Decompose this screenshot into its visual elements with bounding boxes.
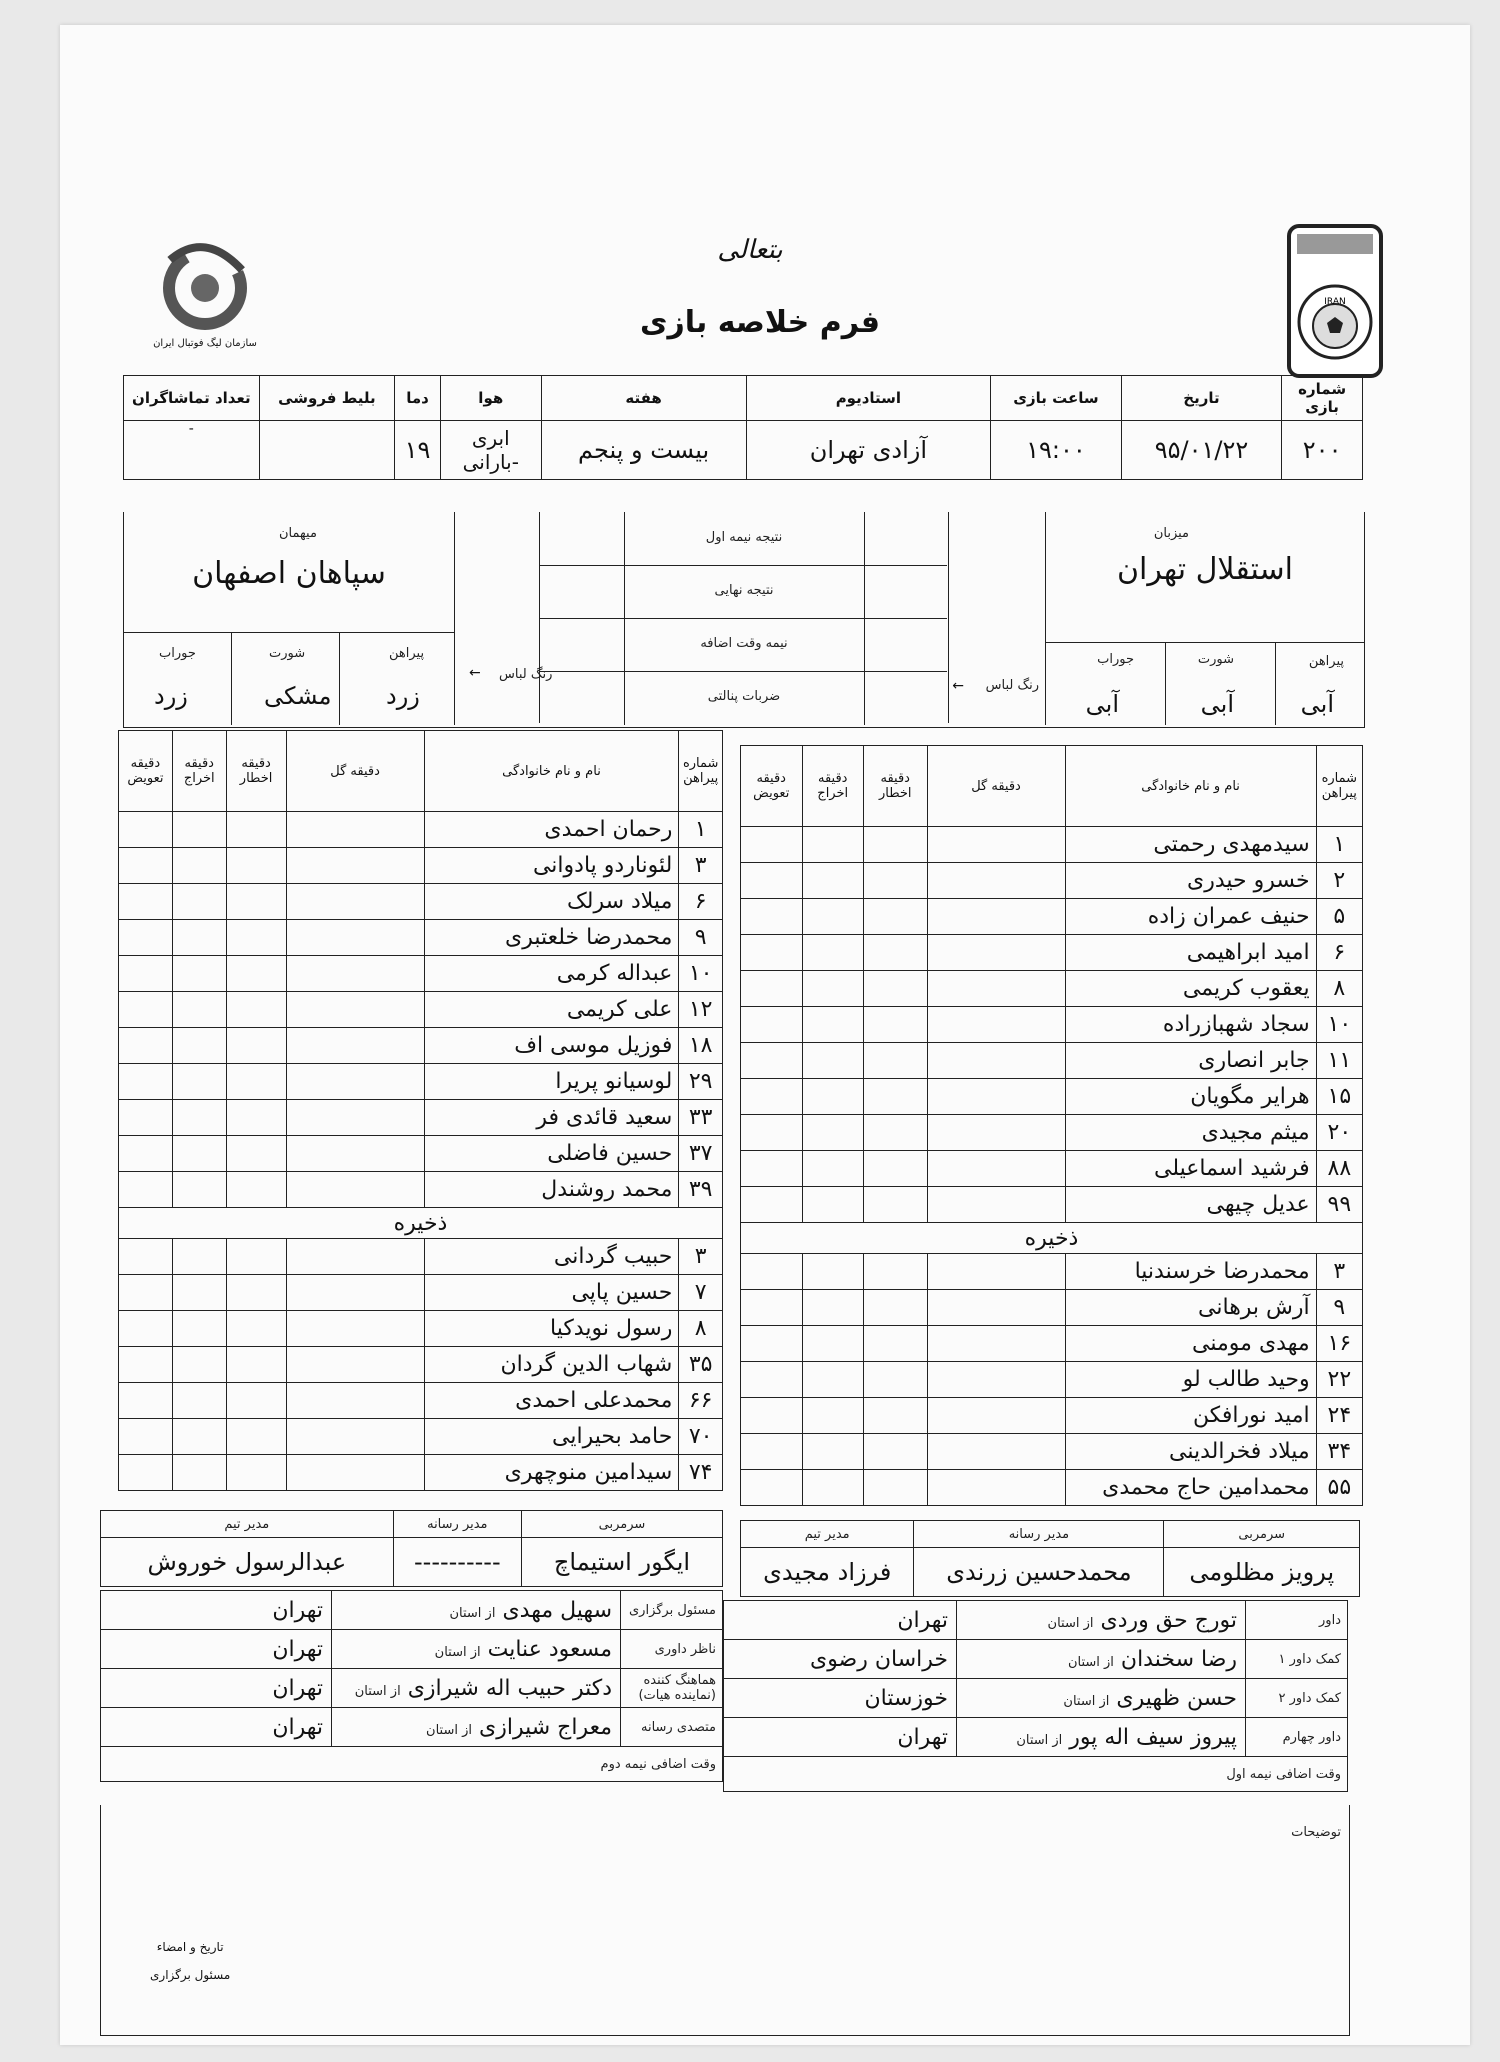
- official-province: تهران: [101, 1630, 332, 1669]
- player-name: سیدمهدی رحمتی: [1065, 827, 1316, 863]
- guest-kit-shorts-label: شورت: [269, 646, 306, 661]
- value-tickets: [259, 421, 394, 480]
- player-name: حسین پاپی: [424, 1275, 679, 1311]
- col-sub: دقیقه تعویض: [741, 746, 803, 827]
- shirt-number: ۷۴: [679, 1455, 723, 1491]
- guest-reserve-row: [119, 1419, 723, 1455]
- guest-player-row: [119, 848, 723, 884]
- guest-reserve-row: [119, 1275, 723, 1311]
- from-province-label: از استان: [1067, 1654, 1114, 1670]
- official-name: پیروز سیف اله پور از استان: [957, 1718, 1246, 1757]
- match-info-table: [123, 375, 1363, 480]
- player-name: یعقوب کریمی: [1065, 971, 1316, 1007]
- player-name: امید ابراهیمی: [1065, 935, 1316, 971]
- host-player-row: [741, 1115, 1363, 1151]
- player-name: محمدرضا خرسندنیا: [1065, 1254, 1316, 1290]
- guest-player-row: [119, 1028, 723, 1064]
- col-goal: دقیقه گل: [927, 746, 1065, 827]
- guest-player-row: [119, 1172, 723, 1208]
- shirt-number: ۵: [1316, 899, 1362, 935]
- value-date: ۹۵/۰۱/۲۲: [1121, 421, 1282, 480]
- label-temp: دما: [395, 376, 441, 421]
- shirt-number: ۸: [1316, 971, 1362, 1007]
- official-row: [101, 1669, 723, 1708]
- value-spectators: -: [124, 421, 260, 480]
- host-media: محمدحسین زرندی: [914, 1548, 1164, 1597]
- host-reserve-row: [741, 1290, 1363, 1326]
- col-name-guest: نام و نام خانوادگی: [424, 731, 679, 812]
- official-name: تورج حق وردی از استان: [957, 1601, 1246, 1640]
- shirt-number: ۹: [1316, 1290, 1362, 1326]
- host-player-row: [741, 827, 1363, 863]
- shirt-number: ۱۵: [1316, 1079, 1362, 1115]
- guest-reserve-row: [119, 1383, 723, 1419]
- host-coach: پرویز مظلومی: [1164, 1548, 1360, 1597]
- signature-block: [150, 1940, 230, 1982]
- player-name: رحمان احمدی: [424, 812, 679, 848]
- value-match-no: ۲۰۰: [1282, 421, 1363, 480]
- shirt-number: ۶: [679, 884, 723, 920]
- col-warn: دقیقه اخطار: [863, 746, 927, 827]
- host-reserve-label: ذخیره: [741, 1223, 1363, 1254]
- guest-staff-table: [100, 1510, 723, 1587]
- host-reserve-row: [741, 1470, 1363, 1506]
- player-name: سعید قائدی فر: [424, 1100, 679, 1136]
- league-logo-icon: [150, 230, 260, 350]
- label-week: هفته: [541, 376, 746, 421]
- shirt-number: ۲۰: [1316, 1115, 1362, 1151]
- host-reserve-row: [741, 1434, 1363, 1470]
- bismillah: بتعالی: [717, 235, 783, 265]
- label-spectators: تعداد تماشاگران: [124, 376, 260, 421]
- guest-player-row: [119, 1064, 723, 1100]
- label-weather: هوا: [440, 376, 541, 421]
- shirt-number: ۳۵: [679, 1347, 723, 1383]
- shirt-number: ۳: [679, 1239, 723, 1275]
- shirt-number: ۲۲: [1316, 1362, 1362, 1398]
- official-role: داور: [1246, 1601, 1348, 1640]
- official-role: کمک داور ۲: [1246, 1679, 1348, 1718]
- official-province: تهران: [724, 1601, 957, 1640]
- col-shirt: شماره پیراهن: [1316, 746, 1362, 827]
- label-tickets: بلیط فروشی: [259, 376, 394, 421]
- official-province: خراسان رضوی: [724, 1640, 957, 1679]
- guest-reserve-row: [119, 1347, 723, 1383]
- official-name: دکتر حبیب اله شیرازی از استان: [332, 1669, 621, 1708]
- federation-logo-label: IRAN: [1324, 297, 1346, 307]
- from-province-label: از استان: [434, 1644, 481, 1660]
- notes-box: [100, 1805, 1350, 2036]
- col-shirt-guest: شماره پیراهن: [679, 731, 723, 812]
- shirt-number: ۱۰: [679, 956, 723, 992]
- official-province: تهران: [101, 1591, 332, 1630]
- host-player-row: [741, 1007, 1363, 1043]
- player-name: جابر انصاری: [1065, 1043, 1316, 1079]
- official-province: تهران: [101, 1669, 332, 1708]
- extra-time-second: وقت اضافی نیمه دوم: [101, 1747, 723, 1782]
- player-name: حبیب گردانی: [424, 1239, 679, 1275]
- guest-media-label: مدیر رسانه: [393, 1511, 521, 1538]
- col-goal-guest: دقیقه گل: [286, 731, 424, 812]
- official-province: تهران: [101, 1708, 332, 1747]
- official-role: کمک داور ۱: [1246, 1640, 1348, 1679]
- shirt-number: ۳۳: [679, 1100, 723, 1136]
- host-kit-socks-label: جوراب: [1097, 652, 1134, 667]
- player-name: لئوناردو پادوانی: [424, 848, 679, 884]
- host-coach-label: سرمربی: [1164, 1521, 1360, 1548]
- guest-reserve-row: [119, 1239, 723, 1275]
- value-week: بیست و پنجم: [541, 421, 746, 480]
- host-reserve-row: [741, 1398, 1363, 1434]
- result-half: نتیجه نیمه اول: [705, 530, 783, 545]
- host-staff-table: [740, 1520, 1360, 1597]
- col-sendoff-guest: دقیقه اخراج: [172, 731, 226, 812]
- player-name: میثم مجیدی: [1065, 1115, 1316, 1151]
- shirt-number: ۲۴: [1316, 1398, 1362, 1434]
- player-name: خسرو حیدری: [1065, 863, 1316, 899]
- arrow-left-icon-guest: ←: [469, 665, 481, 681]
- referee-row: [724, 1640, 1348, 1679]
- value-stadium: آزادی تهران: [746, 421, 991, 480]
- shirt-number: ۳۷: [679, 1136, 723, 1172]
- guest-kit-socks-label: جوراب: [159, 646, 196, 661]
- value-time: ۱۹:۰۰: [991, 421, 1121, 480]
- shirt-number: ۱: [1316, 827, 1362, 863]
- from-province-label: از استان: [1047, 1615, 1094, 1631]
- host-label: میزبان: [1153, 526, 1189, 541]
- shirt-number: ۱: [679, 812, 723, 848]
- shirt-number: ۱۶: [1316, 1326, 1362, 1362]
- host-reserve-row: [741, 1326, 1363, 1362]
- official-role: ناظر داوری: [621, 1630, 723, 1669]
- host-kit-label: رنگ لباس: [985, 678, 1039, 693]
- result-penalties: ضربات پنالتی: [707, 689, 781, 704]
- official-name: مسعود عنایت از استان: [332, 1630, 621, 1669]
- host-kit-shirt: آبی: [1300, 690, 1334, 718]
- referee-row: [724, 1601, 1348, 1640]
- host-player-row: [741, 1151, 1363, 1187]
- shirt-number: ۷۰: [679, 1419, 723, 1455]
- official-role: متصدی رسانه: [621, 1708, 723, 1747]
- guest-kit-shirt: زرد: [386, 682, 420, 710]
- arrow-left-icon: ←: [952, 678, 964, 694]
- form-title: فرم خلاصه بازی: [639, 305, 881, 340]
- shirt-number: ۱۸: [679, 1028, 723, 1064]
- label-stadium: استادیوم: [746, 376, 991, 421]
- shirt-number: ۳: [1316, 1254, 1362, 1290]
- guest-player-row: [119, 956, 723, 992]
- shirt-number: ۲۹: [679, 1064, 723, 1100]
- host-manager-label: مدیر تیم: [741, 1521, 914, 1548]
- guest-reserve-row: [119, 1311, 723, 1347]
- col-sub-guest: دقیقه تعویض: [119, 731, 173, 812]
- host-player-row: [741, 935, 1363, 971]
- host-kit-shorts: آبی: [1200, 690, 1234, 718]
- host-player-row: [741, 1043, 1363, 1079]
- guest-reserve-row: [119, 1455, 723, 1491]
- value-temp: ۱۹: [395, 421, 441, 480]
- guest-player-row: [119, 884, 723, 920]
- shirt-number: ۵۵: [1316, 1470, 1362, 1506]
- player-name: مهدی مومنی: [1065, 1326, 1316, 1362]
- officials-table: [100, 1590, 723, 1782]
- result-extra: نیمه وقت اضافه: [700, 636, 788, 651]
- guest-player-row: [119, 1136, 723, 1172]
- col-name: نام و نام خانوادگی: [1065, 746, 1316, 827]
- player-name: هرایر مگویان: [1065, 1079, 1316, 1115]
- host-media-label: مدیر رسانه: [914, 1521, 1164, 1548]
- official-name: حسن ظهیری از استان: [957, 1679, 1246, 1718]
- col-sendoff: دقیقه اخراج: [802, 746, 863, 827]
- shirt-number: ۱۲: [679, 992, 723, 1028]
- shirt-number: ۶۶: [679, 1383, 723, 1419]
- value-weather: ابری -بارانی: [440, 421, 541, 480]
- guest-kit-shorts: مشکی: [264, 682, 332, 710]
- official-row: [101, 1708, 723, 1747]
- from-province-label: از استان: [354, 1683, 401, 1699]
- player-name: حسین فاضلی: [424, 1136, 679, 1172]
- player-name: امید نورافکن: [1065, 1398, 1316, 1434]
- league-logo-text: سازمان لیگ فوتبال ایران: [153, 338, 257, 349]
- guest-player-row: [119, 1100, 723, 1136]
- referee-row: [724, 1679, 1348, 1718]
- official-role: مسئول برگزاری: [621, 1591, 723, 1630]
- player-name: آرش برهانی: [1065, 1290, 1316, 1326]
- host-player-row: [741, 971, 1363, 1007]
- host-player-row: [741, 899, 1363, 935]
- shirt-number: ۲: [1316, 863, 1362, 899]
- shirt-number: ۳۹: [679, 1172, 723, 1208]
- guest-kit-shirt-label: پیراهن: [389, 646, 425, 661]
- notes-label: توضیحات: [1291, 1825, 1341, 1840]
- player-name: محمد روشندل: [424, 1172, 679, 1208]
- host-player-row: [741, 863, 1363, 899]
- official-row: [101, 1591, 723, 1630]
- guest-reserve-label: ذخیره: [119, 1208, 723, 1239]
- guest-block: [124, 512, 455, 725]
- official-province: تهران: [724, 1718, 957, 1757]
- guest-coach: ایگور استیماچ: [522, 1538, 723, 1587]
- guest-manager: عبدالرسول خوروش: [101, 1538, 394, 1587]
- from-province-label: از استان: [449, 1605, 496, 1621]
- shirt-number: ۱۰: [1316, 1007, 1362, 1043]
- official-name: سهیل مهدی از استان: [332, 1591, 621, 1630]
- player-name: میلاد فخرالدینی: [1065, 1434, 1316, 1470]
- host-reserve-row: [741, 1254, 1363, 1290]
- guest-player-row: [119, 812, 723, 848]
- player-name: وحید طالب لو: [1065, 1362, 1316, 1398]
- player-name: علی کریمی: [424, 992, 679, 1028]
- player-name: فوزیل موسی اف: [424, 1028, 679, 1064]
- guest-kit-label: رنگ لباس: [499, 667, 553, 682]
- player-name: سجاد شهبازراده: [1065, 1007, 1316, 1043]
- player-name: لوسیانو پریرا: [424, 1064, 679, 1100]
- player-name: فرشید اسماعیلی: [1065, 1151, 1316, 1187]
- official-name: رضا سخندان از استان: [957, 1640, 1246, 1679]
- player-name: محمدامین حاج محمدی: [1065, 1470, 1316, 1506]
- referees-table: [723, 1600, 1348, 1792]
- guest-media: ----------: [393, 1538, 521, 1587]
- official-province: خوزستان: [724, 1679, 957, 1718]
- shirt-number: ۷: [679, 1275, 723, 1311]
- guest-player-row: [119, 920, 723, 956]
- guest-manager-label: مدیر تیم: [101, 1511, 394, 1538]
- player-name: میلاد سرلک: [424, 884, 679, 920]
- player-name: محمدرضا خلعتبری: [424, 920, 679, 956]
- guest-label: میهمان: [279, 526, 317, 541]
- official-name: معراج شیرازی از استان: [332, 1708, 621, 1747]
- host-kit-shorts-label: شورت: [1197, 652, 1234, 667]
- shirt-number: ۳۴: [1316, 1434, 1362, 1470]
- signature-line2: مسئول برگزاری: [150, 1968, 231, 1982]
- player-name: عبداله کرمی: [424, 956, 679, 992]
- from-province-label: از استان: [1016, 1732, 1063, 1748]
- result-final: نتیجه نهایی: [714, 583, 774, 598]
- label-match-no: شماره بازی: [1282, 376, 1363, 421]
- federation-logo-icon: [1285, 222, 1385, 382]
- label-time: ساعت بازی: [991, 376, 1121, 421]
- from-province-label: از استان: [426, 1722, 472, 1738]
- player-name: حنیف عمران زاده: [1065, 899, 1316, 935]
- guest-team-name: سپاهان اصفهان: [192, 556, 386, 591]
- player-name: شهاب الدین گردان: [424, 1347, 679, 1383]
- teams-band: [123, 512, 1365, 728]
- shirt-number: ۸۸: [1316, 1151, 1362, 1187]
- from-province-label: از استان: [1063, 1693, 1110, 1709]
- player-name: سیدامین منوچهری: [424, 1455, 679, 1491]
- shirt-number: ۶: [1316, 935, 1362, 971]
- player-name: حامد بحیرایی: [424, 1419, 679, 1455]
- shirt-number: ۸: [679, 1311, 723, 1347]
- official-role: هماهنگ کننده (نماینده هیات): [621, 1669, 723, 1708]
- host-block: [1045, 512, 1364, 725]
- player-name: عدیل چیهی: [1065, 1187, 1316, 1223]
- host-kit-shirt-label: پیراهن: [1308, 654, 1344, 669]
- official-row: [101, 1630, 723, 1669]
- host-roster: [740, 745, 1363, 1506]
- guest-kit-socks: زرد: [154, 682, 188, 710]
- player-name: محمدعلی احمدی: [424, 1383, 679, 1419]
- signature-line1: تاریخ و امضاء: [156, 1940, 224, 1954]
- guest-player-row: [119, 992, 723, 1028]
- player-name: رسول نویدکیا: [424, 1311, 679, 1347]
- shirt-number: ۹۹: [1316, 1187, 1362, 1223]
- referee-row: [724, 1718, 1348, 1757]
- results-block: [539, 512, 949, 725]
- guest-roster: [118, 730, 723, 1491]
- host-kit-socks: آبی: [1085, 690, 1119, 718]
- label-date: تاریخ: [1121, 376, 1282, 421]
- shirt-number: ۳: [679, 848, 723, 884]
- host-reserve-row: [741, 1362, 1363, 1398]
- extra-time-first: وقت اضافی نیمه اول: [724, 1757, 1348, 1792]
- guest-coach-label: سرمربی: [522, 1511, 723, 1538]
- host-player-row: [741, 1079, 1363, 1115]
- shirt-number: ۹: [679, 920, 723, 956]
- host-manager: فرزاد مجیدی: [741, 1548, 914, 1597]
- host-player-row: [741, 1187, 1363, 1223]
- official-role: داور چهارم: [1246, 1718, 1348, 1757]
- host-team-name: استقلال تهران: [1116, 552, 1294, 587]
- shirt-number: ۱۱: [1316, 1043, 1362, 1079]
- col-warn-guest: دقیقه اخطار: [226, 731, 286, 812]
